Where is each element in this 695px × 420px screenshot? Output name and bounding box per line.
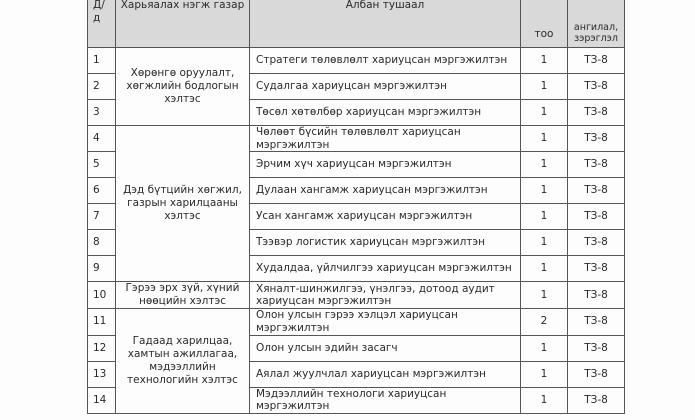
position-grade: ТЗ-8 xyxy=(568,152,625,178)
position-title: Төсөл хөтөлбөр хариуцсан мэргэжилтэн xyxy=(250,100,521,126)
header-count xyxy=(521,0,568,48)
staff-table xyxy=(87,0,625,414)
position-title: Олон улсын эдийн засагч xyxy=(250,335,521,361)
table-row xyxy=(88,48,625,74)
position-count: 1 xyxy=(521,230,568,256)
row-number: 2 xyxy=(88,74,116,100)
position-grade: ТЗ-8 xyxy=(568,204,625,230)
table-header-row xyxy=(88,0,625,48)
row-number: 4 xyxy=(88,126,116,152)
position-title: Худалдаа, үйлчилгээ хариуцсан мэргэжилтэн xyxy=(250,256,521,282)
position-grade: ТЗ-8 xyxy=(568,256,625,282)
row-number: 10 xyxy=(88,282,116,309)
position-count: 1 xyxy=(521,48,568,74)
position-count: 1 xyxy=(521,126,568,152)
position-grade: ТЗ-8 xyxy=(568,282,625,309)
position-title: Чөлөөт бүсийн төлөвлөлт хариуцсан мэргэжилтэн xyxy=(250,126,521,152)
position-count: 1 xyxy=(521,335,568,361)
position-grade: ТЗ-8 xyxy=(568,126,625,152)
position-title: Олон улсын гэрээ хэлцэл хариуцсан мэргэжилтэн xyxy=(250,309,521,335)
position-title: Стратеги төлөвлөлт хариуцсан мэргэжилтэн xyxy=(250,48,521,74)
table-row xyxy=(88,126,625,152)
table-row xyxy=(88,282,625,309)
position-grade: ТЗ-8 xyxy=(568,335,625,361)
row-number: 13 xyxy=(88,361,116,387)
position-title: Хяналт-шинжилгээ, үнэлгээ, дотоод аудит хариуцсан мэргэжилтэн xyxy=(250,282,521,309)
position-count: 1 xyxy=(521,100,568,126)
position-title: Мэдээллийн технологи хариуцсан мэргэжилтэн xyxy=(250,387,521,413)
position-count: 1 xyxy=(521,361,568,387)
row-number: 6 xyxy=(88,178,116,204)
position-count: 1 xyxy=(521,152,568,178)
position-grade: ТЗ-8 xyxy=(568,178,625,204)
position-grade: ТЗ-8 xyxy=(568,74,625,100)
position-grade: ТЗ-8 xyxy=(568,309,625,335)
unit-name: Дэд бүтцийн хөгжил, газрын харилцааны хэлтэс xyxy=(116,126,250,282)
row-number: 8 xyxy=(88,230,116,256)
position-grade: ТЗ-8 xyxy=(568,100,625,126)
row-number: 11 xyxy=(88,309,116,335)
position-grade: ТЗ-8 xyxy=(568,48,625,74)
row-number: 9 xyxy=(88,256,116,282)
position-title: Усан хангамж хариуцсан мэргэжилтэн xyxy=(250,204,521,230)
position-count: 1 xyxy=(521,256,568,282)
row-number: 12 xyxy=(88,335,116,361)
position-title: Аялал жуулчлал хариуцсан мэргэжилтэн xyxy=(250,361,521,387)
position-title: Тээвэр логистик хариуцсан мэргэжилтэн xyxy=(250,230,521,256)
row-number: 1 xyxy=(88,48,116,74)
row-number: 3 xyxy=(88,100,116,126)
header-unit: Харьяалах нэгж газар xyxy=(116,0,250,48)
header-no: Д/д xyxy=(88,0,116,48)
row-number: 14 xyxy=(88,387,116,413)
unit-name: Гадаад харилцаа, хамтын ажиллагаа, мэдээллийн технологийн хэлтэс xyxy=(116,309,250,413)
header-grade-label: ангилал, зэрэглэл xyxy=(573,22,619,45)
header-count-label: тоо xyxy=(534,27,554,40)
position-count: 1 xyxy=(521,178,568,204)
unit-name: Гэрээ эрх зүй, хүний нөөцийн хэлтэс xyxy=(116,282,250,309)
table-row xyxy=(88,309,625,335)
position-count: 2 xyxy=(521,309,568,335)
header-position: Албан тушаал xyxy=(250,0,521,48)
row-number: 5 xyxy=(88,152,116,178)
position-title: Судалгаа хариуцсан мэргэжилтэн xyxy=(250,74,521,100)
position-count: 1 xyxy=(521,387,568,413)
unit-name: Хөрөнгө оруулалт, хөгжлийн бодлогын хэлтэс xyxy=(116,48,250,126)
position-title: Эрчим хүч хариуцсан мэргэжилтэн xyxy=(250,152,521,178)
header-grade xyxy=(568,0,625,48)
position-grade: ТЗ-8 xyxy=(568,387,625,413)
position-grade: ТЗ-8 xyxy=(568,230,625,256)
position-count: 1 xyxy=(521,204,568,230)
position-count: 1 xyxy=(521,282,568,309)
position-title: Дулаан хангамж хариуцсан мэргэжилтэн xyxy=(250,178,521,204)
row-number: 7 xyxy=(88,204,116,230)
position-count: 1 xyxy=(521,74,568,100)
position-grade: ТЗ-8 xyxy=(568,361,625,387)
